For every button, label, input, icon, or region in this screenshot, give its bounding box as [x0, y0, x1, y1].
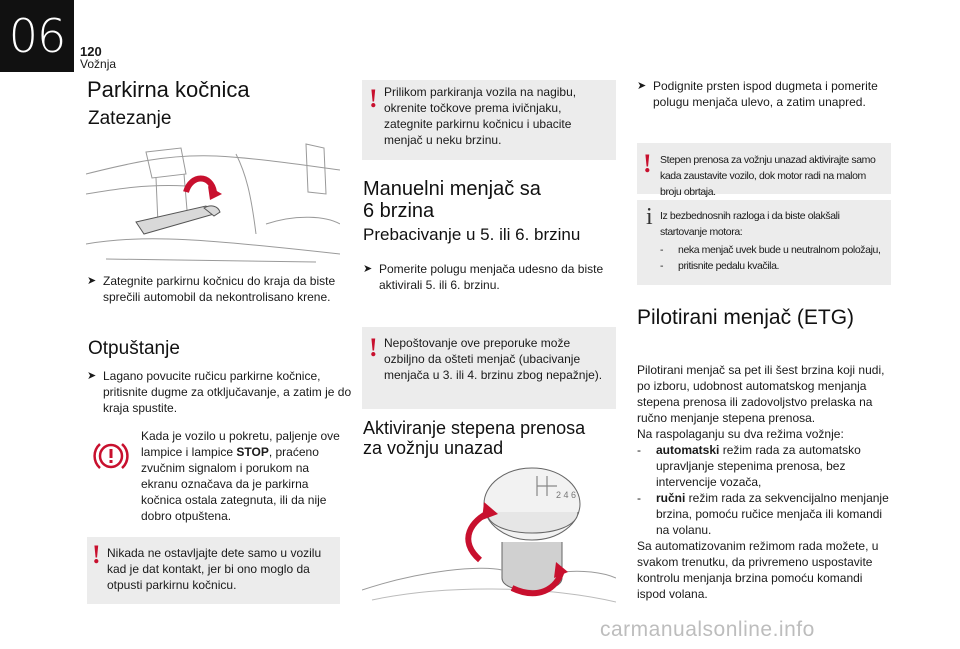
brake-alert-text: Kada je vozilo u pokretu, paljenje ove lampice i lampice STOP, praćeno zvučnim signalom i porukom na ekranu označava da je parkirna kočnica ostala zategnuta, ili da nije dobro otpuštena.	[141, 429, 340, 523]
warning-exclamation-icon: !	[92, 540, 101, 569]
tighten-heading: Zatezanje	[88, 108, 172, 129]
gear-pattern-numbers: 2 4 6	[556, 490, 577, 500]
shift-warning-box: ! Nepoštovanje ove preporuke može ozbiljno da ošteti menjač (ubacivanje menjača u 3. ili 4. brzinu zbog nepažnje).	[362, 327, 616, 409]
warning-exclamation-icon: !	[369, 84, 378, 113]
etg-auto-mode-item: - automatski režim rada za automatsko upravljanje stepenima prenosa, bez intervencije vozača,	[637, 443, 861, 489]
arrow-bullet-icon: ➤	[363, 263, 373, 275]
warning-exclamation-icon: !	[643, 149, 652, 178]
arrow-bullet-icon: ➤	[637, 80, 647, 92]
gear-lever-illustration	[362, 460, 616, 605]
reverse-warning-box: ! Stepen prenosa za vožnju unazad aktivirajte samo kada zaustavite vozilo, dok motor radi na malom broju obrtaja.	[637, 143, 891, 194]
etg-paragraph-3: Sa automatizovanim režimom rada možete, u svakom trenutku, da privremeno uspostavite kontrolu menjanja brzina pomoću komandi ispod volana.	[637, 539, 879, 601]
arrow-bullet-icon: ➤	[87, 370, 97, 382]
etg-paragraph-1: Pilotirani menjač sa pet ili šest brzina koji nudi, po izboru, udobnost automatskog menjanja stepena prenosa ili zadovoljstvo prelaska na ručno menjanje stepena prenosa.	[637, 363, 885, 425]
shift-5-6-heading: Prebacivanje u 5. ili 6. brzinu	[363, 225, 581, 244]
arrow-bullet-icon: ➤	[87, 275, 97, 287]
handbrake-illustration	[86, 134, 340, 264]
etg-paragraph-2: Na raspolaganju su dva režima vožnje:	[637, 427, 844, 441]
warning-exclamation-icon: !	[369, 333, 378, 362]
reverse-bullet: ➤ Podignite prsten ispod dugmeta i pomerite polugu menjača ulevo, a zatim unapred.	[637, 79, 878, 109]
info-box: i Iz bezbednosnih razloga i da biste olakšali startovanje motora: - neka menjač uvek bude u neutralnom položaju, - pritisnite pedalu kvačila.	[637, 200, 891, 285]
info-item: - neka menjač uvek bude u neutralnom položaju,	[660, 244, 881, 256]
shift-5-6-bullet: ➤ Pomerite polugu menjača udesno da biste aktivirali 5. ili 6. brzinu.	[363, 262, 604, 292]
page-title: Parkirna kočnica	[87, 77, 250, 102]
reverse-heading-line1: Aktiviranje stepena prenosa	[363, 418, 586, 438]
etg-title: Pilotirani menjač (ETG)	[637, 306, 855, 329]
manual-gearbox-title-line2: 6 brzina	[363, 200, 435, 222]
child-warning-box: ! Nikada ne ostavljajte dete samo u vozilu kad je dat kontakt, jer bi ono moglo da otpusti parkirnu kočnicu.	[87, 537, 340, 604]
info-icon: i	[646, 204, 653, 230]
release-bullet: ➤ Lagano povucite ručicu parkirne kočnice, pritisnite dugme za otključavanje, a zatim je do kraja spustite.	[87, 369, 352, 415]
page-number: 120	[80, 44, 102, 59]
tighten-bullet: ➤ Zategnite parkirnu kočnicu do kraja da biste sprečili automobil da nekontrolisano krene.	[87, 274, 336, 304]
info-item: - pritisnite pedalu kvačila.	[660, 260, 780, 272]
reverse-heading-line2: za vožnju unazad	[363, 438, 504, 458]
brake-warning-lamp-icon	[93, 440, 129, 472]
release-heading: Otpuštanje	[88, 338, 180, 359]
slope-warning-box: ! Prilikom parkiranja vozila na nagibu, okrenite točkove prema ivičnjaku, zategnite parkirnu kočnicu i ubacite menjač u neku brzinu.	[362, 80, 616, 160]
manual-gearbox-title-line1: Manuelni menjač sa	[363, 178, 541, 200]
etg-manual-mode-item: - ručni režim rada za sekvencijalno menjanje brzina, pomoću ručice menjača ili komandi na volanu.	[637, 491, 889, 537]
chapter-tab: 06	[0, 0, 74, 72]
section-name: Vožnja	[80, 57, 117, 71]
watermark: carmanualsonline.info	[600, 618, 815, 641]
